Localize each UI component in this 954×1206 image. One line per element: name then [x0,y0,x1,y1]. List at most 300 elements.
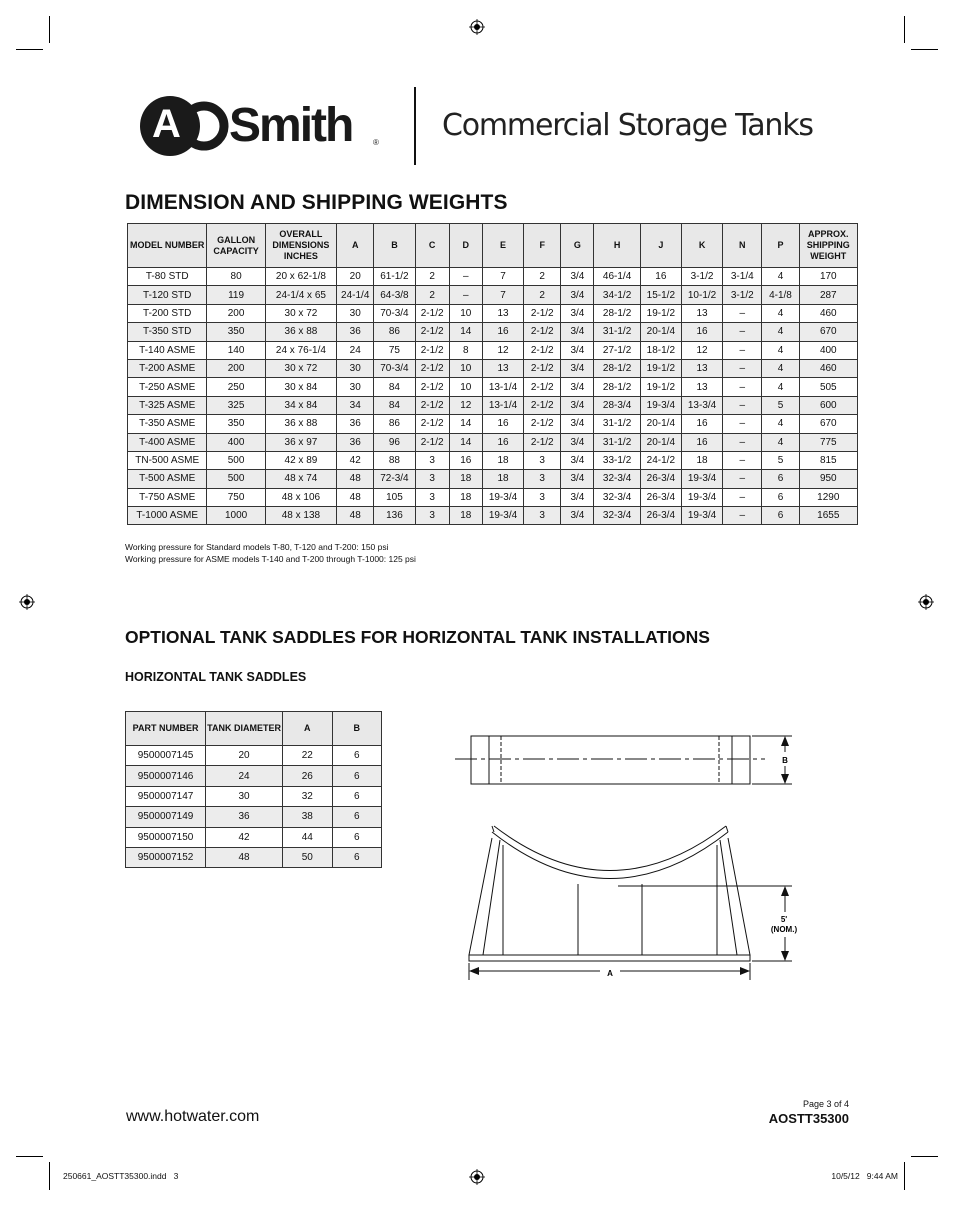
dimension-cell: 36 [337,433,374,451]
saddle-cell: 36 [206,807,283,827]
dimension-cell: 2 [415,286,449,304]
saddle-cell: 6 [332,766,381,786]
dimension-cell: – [723,304,762,322]
registration-mark-bottom [469,1169,485,1185]
dimension-cell: 26-3/4 [640,507,681,525]
dimension-cell: 19-3/4 [681,488,722,506]
dimension-cell: T-1000 ASME [128,507,207,525]
print-timestamp: 10/5/12 9:44 AM [831,1171,898,1181]
dimension-cell: 28-1/2 [594,304,640,322]
dimension-row [128,378,858,396]
dimension-cell: – [723,323,762,341]
saddle-cell: 6 [332,746,381,766]
dimension-cell: T-400 ASME [128,433,207,451]
dimension-cell: 1290 [799,488,857,506]
dimension-cell: 26-3/4 [640,488,681,506]
dimension-row [128,415,858,433]
dimension-cell: 200 [207,304,265,322]
dimension-cell: 350 [207,323,265,341]
saddle-cell: 22 [282,746,332,766]
dimension-row [128,341,858,359]
dimension-cell: 3-1/4 [723,268,762,286]
saddle-cell: 9500007150 [126,827,206,847]
dimension-col-header: GALLON CAPACITY [207,224,265,268]
dimension-cell: 16 [482,323,523,341]
saddle-row [126,807,382,827]
dimension-cell: 2-1/2 [415,415,449,433]
dimension-cell: 46-1/4 [594,268,640,286]
dimension-cell: 86 [374,415,415,433]
dimension-cell: T-500 ASME [128,470,207,488]
dimension-cell: 36 x 97 [265,433,336,451]
dimension-cell: 20 x 62-1/8 [265,268,336,286]
dimension-row [128,396,858,414]
dimension-cell: 32-3/4 [594,507,640,525]
registration-mark-top [469,19,485,35]
dimension-cell: 12 [681,341,722,359]
dimension-cell: 325 [207,396,265,414]
dimension-cell: 250 [207,378,265,396]
dimension-row [128,268,858,286]
dimension-cell: 19-3/4 [482,507,523,525]
dimension-cell: 6 [762,488,799,506]
dimension-row [128,304,858,322]
dimension-header-row [128,224,858,268]
dimension-cell: 84 [374,378,415,396]
dimension-cell: 18-1/2 [640,341,681,359]
dimension-cell: 136 [374,507,415,525]
dimension-heading: DIMENSION AND SHIPPING WEIGHTS [125,191,508,214]
dimension-cell: 3/4 [561,268,594,286]
dimension-col-header: P [762,224,799,268]
dimension-cell: 5 [762,396,799,414]
dimension-cell: 2-1/2 [415,359,449,377]
saddle-row [126,847,382,867]
dimension-cell: – [723,470,762,488]
dimension-cell: 460 [799,359,857,377]
dimension-cell: 26-3/4 [640,470,681,488]
file-info: 250661_AOSTT35300.indd 3 [63,1171,179,1181]
dimension-cell: 14 [449,415,482,433]
pressure-notes [125,542,416,565]
dimension-cell: 24 [337,341,374,359]
saddle-header-row [126,712,382,746]
saddle-cell: 9500007152 [126,847,206,867]
saddle-cell: 9500007146 [126,766,206,786]
dimension-col-header: J [640,224,681,268]
dimension-cell: 600 [799,396,857,414]
saddle-cell: 9500007149 [126,807,206,827]
dimension-cell: 12 [449,396,482,414]
dimension-cell: 2-1/2 [524,323,561,341]
dimension-cell: 30 x 72 [265,359,336,377]
dimension-cell: 4 [762,433,799,451]
dimension-cell: 33-1/2 [594,451,640,469]
dimension-cell: 460 [799,304,857,322]
dimension-cell: 2 [524,286,561,304]
saddle-heading: OPTIONAL TANK SADDLES FOR HORIZONTAL TANK INSTALLATIONS [125,627,710,647]
dimension-col-header: MODEL NUMBER [128,224,207,268]
dimension-table [127,223,858,525]
dimension-cell: 119 [207,286,265,304]
dimension-cell: 20 [337,268,374,286]
dimension-cell: 3-1/2 [681,268,722,286]
dimension-cell: T-350 ASME [128,415,207,433]
dimension-cell: 13 [681,378,722,396]
dimension-cell: 36 [337,415,374,433]
dimension-cell: 3/4 [561,433,594,451]
dimension-cell: 96 [374,433,415,451]
dimension-cell: 4 [762,341,799,359]
dimension-cell: 16 [681,433,722,451]
dimension-cell: 31-1/2 [594,433,640,451]
dimension-cell: 2-1/2 [415,323,449,341]
dimension-cell: 400 [207,433,265,451]
dimension-cell: – [723,451,762,469]
dimension-cell: 19-3/4 [681,507,722,525]
dimension-cell: 13-1/4 [482,396,523,414]
dimension-cell: 10 [449,359,482,377]
dimension-cell: 4-1/8 [762,286,799,304]
saddle-subheading: HORIZONTAL TANK SADDLES [125,670,307,684]
label-height-1: 5' [780,915,788,924]
dimension-cell: 24-1/4 x 65 [265,286,336,304]
dimension-cell: 2-1/2 [415,304,449,322]
dimension-cell: 4 [762,268,799,286]
saddle-col-header: PART NUMBER [126,712,206,746]
dimension-cell: T-750 ASME [128,488,207,506]
dimension-cell: 28-1/2 [594,359,640,377]
dimension-cell: T-325 ASME [128,396,207,414]
dimension-cell: 48 x 106 [265,488,336,506]
dimension-cell: 13 [681,304,722,322]
dimension-cell: 950 [799,470,857,488]
label-a: A [607,969,613,978]
dimension-cell: 7 [482,286,523,304]
dimension-cell: 10 [449,304,482,322]
dimension-row [128,359,858,377]
dimension-cell: 19-1/2 [640,378,681,396]
dimension-cell: 36 x 88 [265,323,336,341]
dimension-cell: 19-1/2 [640,304,681,322]
dimension-cell: 18 [449,488,482,506]
dimension-cell: 34 [337,396,374,414]
dimension-cell: 2-1/2 [415,378,449,396]
dimension-cell: 88 [374,451,415,469]
dimension-cell: 7 [482,268,523,286]
dimension-cell: T-200 STD [128,304,207,322]
dimension-cell: 2-1/2 [524,304,561,322]
dimension-cell: T-120 STD [128,286,207,304]
dimension-cell: 2-1/2 [415,433,449,451]
dimension-cell: 750 [207,488,265,506]
dimension-cell: 775 [799,433,857,451]
dimension-cell: 84 [374,396,415,414]
dimension-cell: 3/4 [561,359,594,377]
dimension-cell: 3/4 [561,470,594,488]
saddle-cell: 50 [282,847,332,867]
saddle-cell: 6 [332,827,381,847]
dimension-cell: 3 [415,451,449,469]
dimension-cell: – [723,378,762,396]
dimension-row [128,470,858,488]
dimension-cell: 13-1/4 [482,378,523,396]
dimension-cell: 19-3/4 [482,488,523,506]
dimension-cell: 32-3/4 [594,488,640,506]
dimension-cell: 2-1/2 [524,341,561,359]
page-number: Page 3 of 4 [802,1099,849,1109]
dimension-cell: – [449,286,482,304]
dimension-cell: 4 [762,415,799,433]
dimension-cell: 3 [524,470,561,488]
dimension-cell: 30 [337,304,374,322]
dimension-cell: 86 [374,323,415,341]
dimension-cell: 3 [524,507,561,525]
dimension-cell: 32-3/4 [594,470,640,488]
dimension-cell: 2-1/2 [524,415,561,433]
dimension-cell: 5 [762,451,799,469]
dimension-cell: 2-1/2 [524,378,561,396]
dimension-cell: 48 x 138 [265,507,336,525]
saddle-cell: 20 [206,746,283,766]
dimension-col-header: D [449,224,482,268]
dimension-cell: 15-1/2 [640,286,681,304]
saddle-row [126,827,382,847]
dimension-cell: – [723,359,762,377]
saddle-cell: 44 [282,827,332,847]
dimension-cell: 12 [482,341,523,359]
dimension-cell: 3/4 [561,488,594,506]
dimension-cell: 170 [799,268,857,286]
dimension-cell: 42 x 89 [265,451,336,469]
dimension-cell: – [723,507,762,525]
dimension-cell: 16 [482,433,523,451]
dimension-cell: 3-1/2 [723,286,762,304]
dimension-cell: 31-1/2 [594,323,640,341]
dimension-cell: 400 [799,341,857,359]
saddle-cell: 6 [332,807,381,827]
dimension-row [128,488,858,506]
dimension-cell: 3 [524,451,561,469]
dimension-cell: 16 [681,323,722,341]
dimension-cell: 19-3/4 [640,396,681,414]
dimension-col-header: B [374,224,415,268]
dimension-cell: 3 [415,488,449,506]
dimension-cell: 70-3/4 [374,359,415,377]
dimension-cell: 19-3/4 [681,470,722,488]
dimension-col-header: F [524,224,561,268]
dimension-row [128,323,858,341]
dimension-cell: 19-1/2 [640,359,681,377]
dimension-cell: 28-3/4 [594,396,640,414]
dimension-cell: 48 [337,470,374,488]
dimension-cell: 27-1/2 [594,341,640,359]
dimension-cell: 24-1/4 [337,286,374,304]
dimension-cell: 75 [374,341,415,359]
saddle-col-header: A [282,712,332,746]
dimension-cell: T-140 ASME [128,341,207,359]
dimension-cell: 287 [799,286,857,304]
dimension-cell: 18 [449,470,482,488]
saddle-cell: 9500007147 [126,786,206,806]
dimension-col-header: K [681,224,722,268]
dimension-cell: 80 [207,268,265,286]
dimension-cell: 48 [337,488,374,506]
dimension-cell: 3/4 [561,323,594,341]
dimension-cell: 3 [415,507,449,525]
dimension-cell: 815 [799,451,857,469]
dimension-row [128,433,858,451]
saddle-row [126,786,382,806]
dimension-row [128,286,858,304]
saddle-row [126,766,382,786]
note-asme: Working pressure for ASME models T-140 and T-200 through T-1000: 125 psi [125,553,416,564]
dimension-cell: T-250 ASME [128,378,207,396]
dimension-cell: 2-1/2 [524,433,561,451]
dimension-cell: 2-1/2 [524,359,561,377]
dimension-cell: 670 [799,415,857,433]
doc-code: AOSTT35300 [768,1111,849,1126]
dimension-cell: 2-1/2 [415,341,449,359]
dimension-cell: T-80 STD [128,268,207,286]
saddle-row [126,746,382,766]
dimension-cell: 20-1/4 [640,323,681,341]
dimension-cell: 10 [449,378,482,396]
dimension-cell: – [723,415,762,433]
dimension-col-header: A [337,224,374,268]
saddle-cell: 38 [282,807,332,827]
dimension-col-header: C [415,224,449,268]
dimension-cell: 140 [207,341,265,359]
saddle-cell: 6 [332,847,381,867]
dimension-cell: – [723,341,762,359]
dimension-cell: 500 [207,451,265,469]
dimension-cell: 48 x 74 [265,470,336,488]
dimension-cell: 4 [762,378,799,396]
dimension-cell: 34-1/2 [594,286,640,304]
dimension-cell: 18 [681,451,722,469]
dimension-cell: 16 [482,415,523,433]
dimension-cell: 18 [482,451,523,469]
dimension-cell: 10-1/2 [681,286,722,304]
dimension-cell: 2-1/2 [524,396,561,414]
saddle-cell: 48 [206,847,283,867]
dimension-cell: 3/4 [561,341,594,359]
dimension-col-header: APPROX. SHIPPING WEIGHT [799,224,857,268]
dimension-cell: T-350 STD [128,323,207,341]
dimension-cell: 24-1/2 [640,451,681,469]
dimension-cell: – [449,268,482,286]
dimension-cell: 20-1/4 [640,433,681,451]
dimension-cell: 2-1/2 [415,396,449,414]
dimension-cell: – [723,488,762,506]
dimension-cell: 3/4 [561,451,594,469]
dimension-cell: 1655 [799,507,857,525]
dimension-cell: 70-3/4 [374,304,415,322]
saddle-table [125,711,382,868]
dimension-cell: 670 [799,323,857,341]
dimension-cell: 30 [337,359,374,377]
dimension-cell: 48 [337,507,374,525]
brand-logo: A Smith ® [137,94,387,160]
dimension-cell: 1000 [207,507,265,525]
saddle-col-header: B [332,712,381,746]
dimension-cell: 6 [762,507,799,525]
note-standard: Working pressure for Standard models T-80, T-120 and T-200: 150 psi [125,542,389,552]
registered-mark-icon: ® [373,138,379,147]
dimension-col-header: OVERALL DIMENSIONS INCHES [265,224,336,268]
dimension-cell: 2 [524,268,561,286]
dimension-cell: 14 [449,323,482,341]
label-height-2: (NOM.) [770,925,798,934]
dimension-cell: 200 [207,359,265,377]
dimension-cell: 18 [449,507,482,525]
dimension-cell: 350 [207,415,265,433]
dimension-cell: 64-3/8 [374,286,415,304]
dimension-cell: 30 [337,378,374,396]
dimension-cell: 4 [762,323,799,341]
saddle-cell: 24 [206,766,283,786]
dimension-cell: 42 [337,451,374,469]
dimension-cell: 4 [762,359,799,377]
saddle-cell: 42 [206,827,283,847]
saddle-cell: 30 [206,786,283,806]
dimension-cell: 8 [449,341,482,359]
dimension-cell: 6 [762,470,799,488]
dimension-cell: 16 [640,268,681,286]
registration-mark-right [918,594,934,610]
dimension-cell: 36 x 88 [265,415,336,433]
dimension-cell: 13 [482,304,523,322]
dimension-row [128,507,858,525]
dimension-cell: 3/4 [561,415,594,433]
header-divider [414,87,416,165]
dimension-cell: 505 [799,378,857,396]
saddle-cell: 6 [332,786,381,806]
dimension-row [128,451,858,469]
dimension-cell: 14 [449,433,482,451]
dimension-cell: 3/4 [561,507,594,525]
dimension-cell: – [723,396,762,414]
dimension-col-header: G [561,224,594,268]
dimension-cell: 3 [524,488,561,506]
dimension-cell: 36 [337,323,374,341]
dimension-cell: 13 [681,359,722,377]
dimension-cell: 72-3/4 [374,470,415,488]
dimension-cell: 61-1/2 [374,268,415,286]
dimension-cell: 31-1/2 [594,415,640,433]
dimension-cell: 3/4 [561,304,594,322]
dimension-cell: 500 [207,470,265,488]
registration-mark-left [19,594,35,610]
saddle-col-header: TANK DIAMETER [206,712,283,746]
dimension-cell: 3 [415,470,449,488]
dimension-col-header: N [723,224,762,268]
dimension-cell: 4 [762,304,799,322]
dimension-cell: 30 x 84 [265,378,336,396]
dimension-col-header: H [594,224,640,268]
dimension-cell: 13 [482,359,523,377]
website-link[interactable]: www.hotwater.com [126,1108,260,1125]
dimension-cell: 20-1/4 [640,415,681,433]
dimension-cell: 34 x 84 [265,396,336,414]
dimension-cell: 30 x 72 [265,304,336,322]
dimension-cell: 2 [415,268,449,286]
dimension-cell: 3/4 [561,286,594,304]
page-title: Commercial Storage Tanks [442,108,813,143]
label-b: B [782,756,788,765]
dimension-cell: 16 [449,451,482,469]
